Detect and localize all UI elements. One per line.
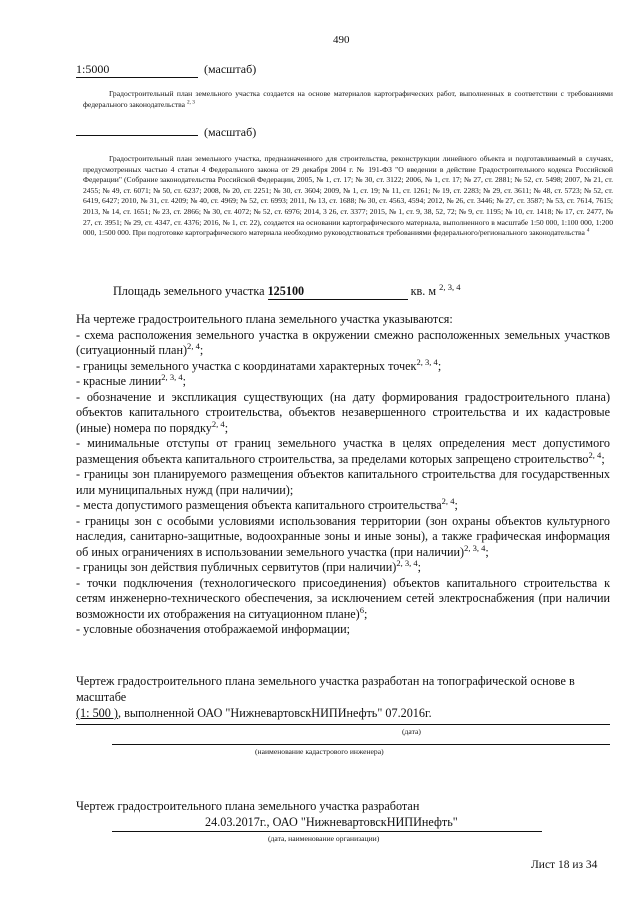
list-item-text: - красные линии: [76, 374, 162, 388]
list-item: [76, 514, 610, 561]
note-2-text: Градостроительный план земельного участка, предназначенного для строительства, реконструкции линейного объекта и подготавливаемый в случаях, предусмотренных частью 4 статьи 4 Федерального закона от 29 декабря 2004 г. № 191-ФЗ "О введении в действие Градостроительного кодекса Российской Федерации" (Собрание законодательства Российской Федерации, 2005, № 1, ст. 17; № 30, ст. 3122; 2006, № 1, ст. 17; № 27, ст. 2881; № 52, ст. 5498; 2007, № 21, ст. 2455; № 49, ст. 6071; № 50, ст. 6237; 2008, № 20, ст. 2251; № 30, ст. 3604; 2009, № 1, ст. 19; № 11, ст. 1261; № 19, ст. 2283; № 29, ст. 3611; № 48, ст. 5723; № 52, ст. 6419, 6427; 2010, № 31, ст. 4209; № 40, ст. 4969; № 52, ст. 6993; 2011, № 13, ст. 1688; № 30, ст. 4563, 4594; 2012, № 26, ст. 3446; № 27, ст. 3587; № 53, ст. 7614, 7615; 2013, № 14, ст. 1651; № 23, ст. 2866; № 30, ст. 4072; № 52, ст. 6976; 2014, 3 26, ст. 3377; 2015, № 1, ст. 9, 38, 52, 72; № 9, ст. 1195; № 10, ст. 1418; № 17, ст. 2477, № 27, ст. 3951; № 29, ст. 4347, ст. 4376; 2016, № 1, ст. 22), создается на основании картографического материала, выполненного в масштабе 1:50 000, 1:100 000, 1:200 000, 1:500 000. При подготовке картографического материала необходимо руководствоваться требованиями федерального/регионального законодательства: [83, 154, 613, 238]
developed-plan-text: Чертеж градостроительного плана земельного участка разработан: [76, 799, 420, 813]
scale-value-2: [76, 135, 198, 136]
list-item: [76, 390, 610, 437]
list-item: [76, 576, 610, 623]
list-item-text: - границы зон действия публичных сервитутов (при наличии): [76, 560, 397, 574]
list-item: [76, 371, 610, 390]
divider-line: [112, 831, 542, 832]
list-item-text: - границы земельного участка с координатами характерных точек: [76, 358, 417, 373]
list-item: [76, 557, 610, 576]
list-item: [76, 467, 610, 498]
list-item-tail: ;: [485, 544, 489, 559]
list-item: [76, 356, 610, 375]
list-item-tail: ;: [224, 420, 229, 435]
page-number: 490: [333, 34, 350, 46]
date-caption: (дата): [402, 727, 421, 736]
list-item-text: - схема расположения земельного участка в окружении смежно расположенных земельных участков (ситуационный план): [76, 327, 610, 357]
list-item-tail: ;: [437, 358, 442, 373]
organization-caption: (дата, наименование организации): [268, 834, 380, 843]
list-item: [76, 328, 610, 359]
developed-topo-text: Чертеж градостроительного плана земельного участка разработан на топографической основе в масштабе: [76, 674, 575, 704]
list-item-tail: ;: [199, 343, 204, 357]
developed-plan-value: 24.03.2017г., ОАО "НижневартовскНИПИнефть": [205, 815, 458, 829]
note-cartographic: [83, 89, 613, 110]
divider-line: [112, 744, 610, 745]
list-item-tail: ;: [417, 560, 422, 574]
list-item-sup: 2, 3, 4: [464, 542, 486, 553]
note-2-sup: 4: [586, 227, 590, 234]
list-item-sup: 2, 3, 4: [161, 371, 183, 382]
note-1-sup: 2, 3: [186, 99, 195, 106]
list-item-tail: ;: [363, 606, 368, 621]
list-item-sup: 2, 4: [588, 449, 602, 460]
scale-label-2: (масштаб): [204, 125, 257, 139]
contents-list: [76, 328, 610, 638]
list-item-tail: ;: [182, 374, 186, 388]
list-item-text: - точки подключения (технологического присоединения) объектов капитального строительства к сетям инженерно-технического обеспечения, за исключением сетей электроснабжения (при наличии возможности их отображения на ситуационном плане): [76, 575, 610, 621]
list-intro: На чертеже градостроительного плана земельного участка указываются:: [76, 312, 453, 326]
list-item-text: - границы зон с особыми условиями использования территории (зон охраны объектов культурного наследия, санитарно-защитные, водоохранные зоны и иные зоны), а также графическая информация об иных ограничениях в использовании земельного участка (при наличии): [76, 513, 610, 559]
list-item-tail: ;: [601, 451, 605, 466]
list-item-text: - границы зон планируемого размещения объектов капитального строительства для государственных или муниципальных нужд (при наличии);: [76, 467, 610, 497]
list-item: [76, 622, 610, 638]
list-item-sup: 2, 4: [441, 495, 455, 506]
list-item: [76, 495, 610, 514]
engineer-caption: (наименование кадастрового инженера): [255, 747, 384, 756]
drawing-contents: [76, 312, 610, 638]
list-item-tail: ;: [454, 498, 458, 512]
list-item-text: - условные обозначения отображаемой информации;: [76, 622, 351, 636]
list-item-text: - минимальные отступы от границ земельного участка в целях определения мест допустимого размещения объекта капитального строительства, за пределами которых запрещено строительство: [76, 436, 610, 466]
developed-topo-line: [76, 706, 610, 721]
list-item-sup: 2, 3, 4: [416, 356, 438, 367]
scale-label-1: (масштаб): [204, 62, 257, 76]
topo-rest: , выполненной ОАО "НижневартовскНИПИнефть" 07.2016г.: [117, 706, 432, 720]
sheet-number: Лист 18 из 34: [531, 859, 598, 871]
list-item-text: - места допустимого размещения объекта капитального строительства: [76, 498, 442, 512]
divider-line: [76, 724, 610, 725]
scale-row-1: [76, 62, 256, 78]
area-label: Площадь земельного участка: [113, 284, 265, 298]
area-unit: кв. м: [410, 284, 437, 298]
list-item-sup: 6: [359, 604, 364, 615]
list-item-sup: 2, 4: [211, 418, 225, 429]
area-value: 125100: [268, 284, 408, 300]
scale-row-2: [76, 125, 256, 140]
area-sup: 2, 3, 4: [439, 281, 461, 292]
topo-scale: (1: 500 ): [76, 706, 118, 720]
list-item-sup: 2, 4: [187, 340, 200, 351]
note-linear-object: [83, 154, 613, 239]
area-row: [113, 281, 461, 300]
note-1-text: Градостроительный план земельного участка создается на основе материалов картографических работ, выполненных в соответствии с требованиями федерального законодательства: [83, 89, 613, 109]
list-item-text: - обозначение и экспликация существующих (на дату формирования градостроительного плана) объектов капитального строительства, объектов незавершенного строительства и их кадастровые (иные) номера по порядку: [76, 389, 610, 435]
list-item: [76, 436, 610, 467]
scale-value-1: 1:5000: [76, 62, 198, 78]
list-item-sup: 2, 3, 4: [396, 557, 418, 568]
